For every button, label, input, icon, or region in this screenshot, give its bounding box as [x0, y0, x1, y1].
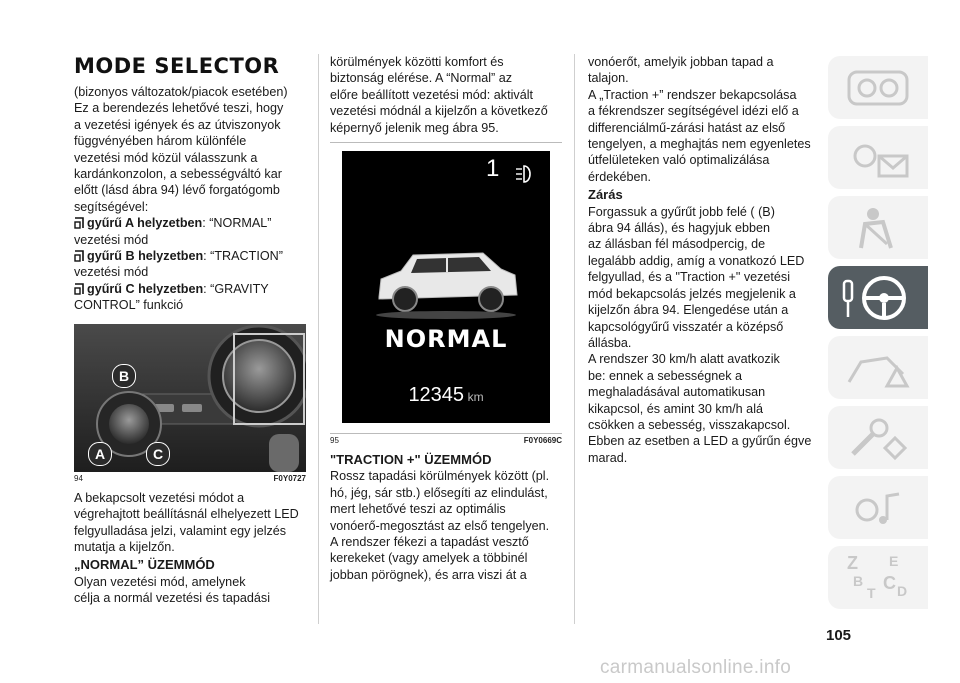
text-line: kapcsológyűrű visszatér a középső: [588, 319, 784, 334]
text-line: legalább addig, amíg a vonatkozó LED: [588, 253, 805, 268]
section-heading-traction: "TRACTION +" ÜZEMMÓD: [330, 452, 492, 468]
chapter-tab-starting-driving[interactable]: [828, 266, 928, 329]
bullet-bracket-icon: [74, 283, 84, 295]
chapter-sidebar: [828, 56, 938, 616]
text-line: függvényében három különféle: [74, 134, 247, 149]
column-divider: [574, 54, 575, 624]
bullet-bracket-icon: [74, 250, 84, 262]
column-1: [74, 54, 306, 607]
chapter-tab-index[interactable]: [828, 546, 928, 609]
bullet-text: : “NORMAL”: [202, 216, 272, 231]
text-line: mert lehetővé teszi az optimális: [330, 502, 506, 517]
text-line: útfelületeken való optimalizálása: [588, 153, 770, 168]
text-line: meghaladásával automatikusan: [588, 385, 766, 400]
normal-paragraph: [74, 574, 306, 607]
chapter-tab-warning-lights[interactable]: [828, 126, 928, 189]
intro-paragraph: [74, 84, 306, 215]
text-line: előtt (lásd ábra 94) lévő forgatógomb: [74, 183, 280, 198]
text-line: A „Traction +” rendszer bekapcsolása: [588, 87, 797, 102]
bullet-bracket-icon: [74, 217, 84, 229]
traction-paragraph: [330, 468, 562, 583]
index-letter: Z: [847, 552, 858, 573]
bullet-item: [74, 281, 306, 297]
chapter-tab-multimedia[interactable]: [828, 476, 928, 539]
figure-code: F0Y0669C: [523, 436, 562, 446]
figure-number: 94: [74, 473, 83, 483]
text-line: A rendszer 30 km/h alatt avatkozik: [588, 352, 780, 367]
section-heading-zaras: Zárás: [588, 187, 623, 203]
text-line: végrehajtott beállításnál elhelyezett LED: [74, 507, 299, 522]
zaras-paragraph: [588, 204, 820, 467]
column-3: [588, 54, 820, 466]
text-line: Ebben az esetben a LED a gyűrűn égve: [588, 434, 812, 449]
text-line: tengelyen, a meghajtás nem egyenletes: [588, 137, 811, 152]
gear-indicator: 1: [486, 155, 500, 183]
car-icon: [371, 243, 521, 323]
bullet-list: [74, 215, 306, 313]
odometer-value: 12345: [408, 384, 465, 407]
text-line: talajon.: [588, 71, 629, 86]
text-line: mutatja a kijelzőn.: [74, 539, 175, 554]
text-line: körülmények közötti komfort és: [330, 55, 504, 69]
text-line: Olyan vezetési mód, amelynek: [74, 574, 246, 589]
text-line: marad.: [588, 450, 628, 465]
page-number: 105: [826, 627, 852, 644]
page-title: MODE SELECTOR: [74, 54, 280, 78]
breakdown-triangle-icon: [843, 344, 913, 392]
text-line: állásba.: [588, 335, 632, 350]
callout-label-c: C: [146, 442, 170, 466]
text-line: differenciálmű-zárási hatást az első: [588, 120, 786, 135]
bullet-text: : “GRAVITY: [203, 281, 269, 296]
mode-label: NORMAL: [384, 325, 508, 354]
text-line: kijelzőn ábra 94. Elengedése után a: [588, 303, 789, 318]
callout-label-a: A: [88, 442, 112, 466]
text-line: Rossz tapadási körülmények között (pl.: [330, 469, 550, 484]
bullet-continuation: vezetési mód: [74, 232, 149, 247]
text-line: csökken a sebesség, visszakapcsol.: [588, 417, 791, 432]
bullet-item: [74, 248, 306, 264]
column-divider: [318, 54, 319, 624]
text-line: A bekapcsolt vezetési módot a: [74, 490, 245, 505]
bullet-label: gyűrű A helyzetben: [87, 216, 203, 231]
text-line: az állásban fél másodpercig, de: [588, 237, 766, 252]
text-line: ábra 94 állás), és hagyjuk ebben: [588, 221, 771, 236]
odometer: [342, 384, 550, 407]
text-line: előre beállított vezetési mód: aktivált: [330, 87, 534, 102]
bullet-continuation: vezetési mód: [74, 265, 149, 280]
traction-continued-paragraph: [588, 54, 820, 185]
watermark-text: carmanualsonline.info: [600, 657, 792, 678]
text-line: a fékrendszer segítségével idézi elő a: [588, 104, 799, 119]
text-line: Ez a berendezés lehetővé teszi, hogy: [74, 101, 284, 116]
text-line: érdekében.: [588, 169, 652, 184]
text-line: felgyullad, és a "Traction +" vezetési: [588, 270, 791, 285]
text-line: a vezetési igények és az útviszonyok: [74, 117, 281, 132]
index-letter: B: [853, 572, 864, 589]
figure-top-rule: [330, 142, 562, 143]
text-line: A rendszer fékezi a tapadást vesztő: [330, 535, 529, 550]
multimedia-icon: [843, 484, 913, 532]
text-line: célja a normál vezetési és tapadási: [74, 591, 271, 606]
figure-94-caption: [74, 474, 306, 484]
text-line: vonóerő-megosztást az első tengelyen.: [330, 518, 550, 533]
text-line: hó, jég, sár stb.) elősegíti az elindulást,: [330, 485, 548, 500]
steering-key-icon: [838, 273, 918, 323]
text-line: be: ennek a sebességnek a: [588, 368, 743, 383]
bullet-item: [74, 215, 306, 231]
bullet-label: gyűrű C helyzetben: [87, 281, 204, 296]
car-dashboard-icon: [843, 64, 913, 112]
bullet-label: gyűrű B helyzetben: [87, 249, 204, 264]
led-paragraph: [74, 490, 306, 556]
chapter-tab-safety[interactable]: [828, 196, 928, 259]
bullet-text: : “TRACTION”: [203, 249, 283, 264]
column-2: [330, 54, 562, 583]
odometer-unit: km: [467, 390, 484, 405]
text-line: kerekeket (vagy amelyek a többinél: [330, 551, 528, 566]
index-letter: D: [897, 582, 908, 599]
figure-95-display: [330, 151, 562, 431]
text-line: biztonság elérése. A “Normal” az: [330, 71, 512, 86]
chapter-tab-maintenance[interactable]: [828, 406, 928, 469]
text-line: felgyulladása jelzi, valamint egy jelzés: [74, 523, 287, 538]
section-heading-normal: „NORMAL” ÜZEMMÓD: [74, 557, 215, 573]
text-line: segítségével:: [74, 199, 149, 214]
text-line: Forgassuk a gyűrűt jobb felé ( (B): [588, 204, 775, 219]
text-line: kardánkonzolon, a sebességváltó kar: [74, 167, 282, 182]
index-letter: E: [889, 552, 899, 569]
text-line: kikapcsol, és amint 30 km/h alá: [588, 401, 763, 416]
callout-label-b: B: [112, 364, 136, 388]
text-line: vezetési mód közül válasszunk a: [74, 150, 258, 165]
text-line: mód bekapcsolás jelzés megjelenik a: [588, 286, 796, 301]
figure-94-mode-selector-photo: [74, 324, 306, 472]
seatbelt-passenger-icon: [843, 204, 913, 252]
chapter-tab-dashboard[interactable]: [828, 56, 928, 119]
bullet-continuation: CONTROL” funkció: [74, 298, 184, 313]
index-letters-icon: [843, 553, 913, 603]
figure-95-caption: [330, 433, 562, 446]
normal-continued-paragraph: [330, 54, 562, 136]
chapter-tab-emergency[interactable]: [828, 336, 928, 399]
warning-light-icon: [843, 134, 913, 182]
headlight-icon: [514, 163, 536, 185]
service-wrench-icon: [843, 414, 913, 462]
index-letter: C: [883, 572, 896, 593]
index-letter: T: [867, 584, 876, 601]
display-screen: [342, 151, 550, 423]
text-line: képernyő jelenik meg ábra 95.: [330, 120, 499, 135]
figure-code: F0Y0727: [273, 473, 306, 483]
text-line: vonóerőt, amelyik jobban tapad a: [588, 55, 774, 69]
figure-number: 95: [330, 436, 339, 446]
text-line: vezetési módnál a kijelzőn a következő: [330, 104, 548, 119]
text-line: jobban pörögnek), és arra viszi át a: [330, 567, 527, 582]
text-line: (bizonyos változatok/piacok esetében): [74, 85, 288, 99]
